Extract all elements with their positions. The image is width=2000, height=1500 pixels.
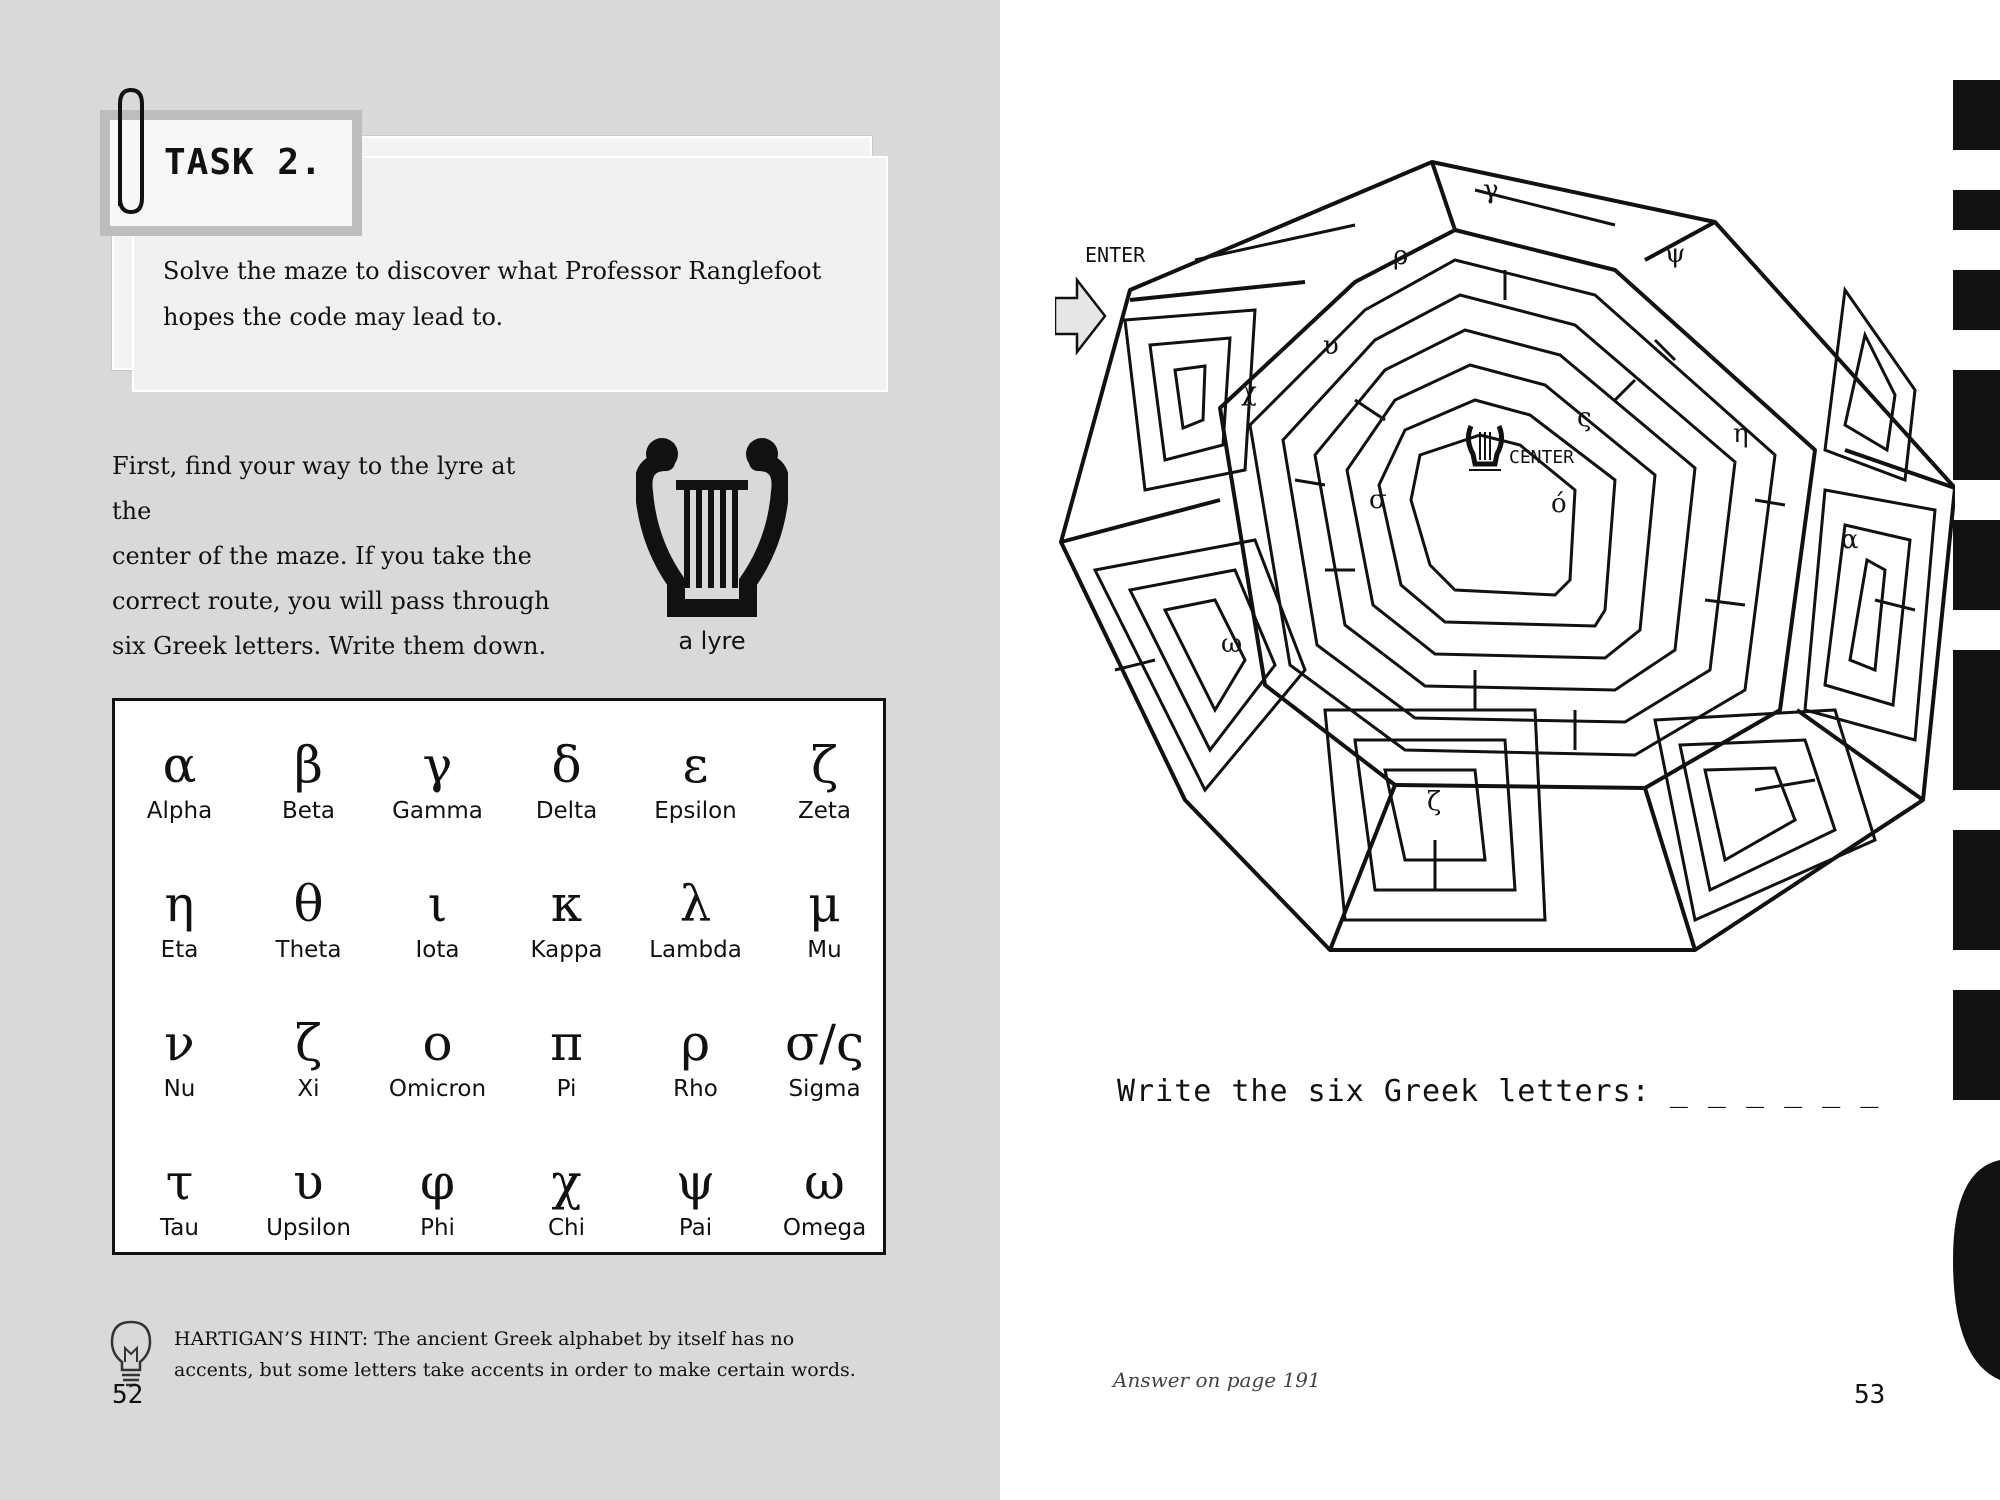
- greek-name: Theta: [275, 937, 342, 963]
- greek-cell: [760, 737, 889, 825]
- greek-cell: [502, 737, 631, 825]
- greek-name: Upsilon: [266, 1215, 351, 1241]
- maze-letter: η: [1733, 419, 1749, 449]
- greek-glyph: μ: [808, 875, 841, 933]
- maze-letter: ψ: [1665, 239, 1686, 269]
- greek-glyph: υ: [293, 1153, 324, 1211]
- maze-letter: ρ: [1393, 241, 1409, 271]
- hint-text: [174, 1324, 874, 1386]
- greek-glyph: λ: [679, 875, 712, 933]
- maze-letter: χ: [1241, 377, 1257, 407]
- greek-glyph: φ: [419, 1153, 455, 1211]
- greek-cell: [373, 737, 502, 825]
- intro-line: six Greek letters. Write them down.: [112, 632, 547, 660]
- greek-glyph: σ/ς: [785, 1014, 864, 1072]
- greek-name: Alpha: [146, 798, 213, 824]
- greek-name: Tau: [160, 1215, 199, 1241]
- greek-name: Pai: [678, 1215, 713, 1241]
- maze-letter: υ: [1323, 331, 1339, 361]
- greek-name: Pi: [556, 1076, 577, 1102]
- greek-glyph: α: [162, 736, 197, 794]
- paperclip-icon: [108, 86, 154, 216]
- maze-letter: ζ: [1427, 787, 1442, 817]
- greek-name: Omega: [782, 1215, 867, 1241]
- greek-name: Gamma: [392, 798, 483, 824]
- greek-glyph: π: [550, 1014, 583, 1072]
- greek-cell: [631, 737, 760, 825]
- greek-glyph: ψ: [675, 1153, 716, 1211]
- page-number-right: 53: [1854, 1380, 1886, 1410]
- greek-name: Xi: [297, 1076, 320, 1102]
- greek-name: Chi: [547, 1215, 586, 1241]
- maze-center-label: CENTER: [1509, 447, 1575, 468]
- greek-glyph: ε: [682, 736, 709, 794]
- task-instructions: [163, 248, 823, 340]
- greek-cell: [631, 1154, 760, 1242]
- greek-glyph: δ: [551, 736, 582, 794]
- enter-arrow-icon: [1055, 280, 1105, 352]
- greek-cell: [244, 1154, 373, 1242]
- greek-glyph: η: [164, 875, 195, 933]
- maze-outer-wall: [1061, 162, 1955, 950]
- greek-cell: [244, 737, 373, 825]
- answer-note: Answer on page 191: [1113, 1368, 1321, 1392]
- greek-cell: [115, 1015, 244, 1103]
- maze-letter: ω: [1221, 629, 1243, 659]
- greek-glyph: ζ: [294, 1014, 323, 1072]
- lyre-icon: [636, 432, 788, 618]
- greek-glyph: β: [294, 736, 323, 794]
- greek-cell: [502, 1015, 631, 1103]
- maze-letter: ó: [1551, 489, 1567, 519]
- greek-name: Iota: [415, 937, 460, 963]
- greek-cell: [502, 876, 631, 964]
- write-letters-prompt: Write the six Greek letters: _ _ _ _ _ _: [1117, 1074, 1880, 1109]
- greek-cell: [244, 1015, 373, 1103]
- greek-cell: [115, 876, 244, 964]
- greek-name: Omicron: [388, 1076, 487, 1102]
- greek-cell: [373, 876, 502, 964]
- greek-name: Rho: [673, 1076, 718, 1102]
- lyre-caption: a lyre: [678, 627, 746, 655]
- greek-cell: [502, 1154, 631, 1242]
- greek-glyph: ο: [422, 1014, 453, 1072]
- greek-name: Sigma: [788, 1076, 861, 1102]
- lightbulb-icon: [108, 1318, 154, 1388]
- greek-cell: [373, 1154, 502, 1242]
- maze-inner-wall: [1220, 230, 1815, 788]
- intro-line: First, find your way to the lyre at the: [112, 452, 516, 525]
- page-number-left: 52: [112, 1380, 144, 1410]
- greek-name: Eta: [160, 937, 199, 963]
- maze-letter: γ: [1483, 175, 1499, 205]
- intro-line: center of the maze. If you take the: [112, 542, 532, 570]
- greek-name: Nu: [163, 1076, 196, 1102]
- greek-cell: [115, 737, 244, 825]
- greek-cell: [760, 1154, 889, 1242]
- greek-glyph: γ: [422, 736, 453, 794]
- greek-name: Beta: [281, 798, 336, 824]
- greek-cell: [760, 876, 889, 964]
- greek-glyph: ι: [427, 875, 448, 933]
- greek-cell: [631, 876, 760, 964]
- greek-name: Phi: [420, 1215, 455, 1241]
- greek-glyph: ν: [164, 1014, 195, 1072]
- task-title: TASK 2.: [164, 142, 323, 183]
- greek-name: Zeta: [797, 798, 852, 824]
- decorative-side-lettering: [1953, 60, 2000, 1400]
- greek-name: Mu: [807, 937, 842, 963]
- greek-name: Lambda: [649, 937, 742, 963]
- greek-glyph: χ: [551, 1153, 582, 1211]
- intro-line: correct route, you will pass through: [112, 587, 550, 615]
- greek-name: Epsilon: [654, 798, 737, 824]
- greek-cell: [115, 1154, 244, 1242]
- maze-letter: α: [1841, 525, 1859, 555]
- greek-alphabet-table: [112, 698, 886, 1255]
- greek-glyph: κ: [550, 875, 583, 933]
- greek-glyph: ρ: [680, 1014, 711, 1072]
- maze-letter: σ: [1369, 485, 1387, 515]
- task-line: Solve the maze to discover what Professor Ranglefoot: [163, 257, 822, 285]
- greek-cell: [244, 876, 373, 964]
- maze-letter: ς: [1577, 403, 1592, 433]
- greek-cell: [373, 1015, 502, 1103]
- hint-line: accents, but some letters take accents in order to make certain words.: [174, 1359, 856, 1381]
- greek-name: Delta: [535, 798, 598, 824]
- task-line: hopes the code may lead to.: [163, 303, 504, 331]
- greek-glyph: ω: [804, 1153, 845, 1211]
- greek-glyph: ζ: [810, 736, 839, 794]
- greek-cell: [631, 1015, 760, 1103]
- octagon-maze: [1055, 150, 1955, 970]
- maze-enter-label: ENTER: [1085, 243, 1146, 267]
- intro-paragraph: [112, 444, 562, 669]
- center-lyre-icon: [1468, 426, 1501, 470]
- greek-name: Kappa: [530, 937, 603, 963]
- greek-glyph: τ: [165, 1153, 194, 1211]
- greek-glyph: θ: [293, 875, 324, 933]
- hint-line: HARTIGAN’S HINT: The ancient Greek alphabet by itself has no: [174, 1328, 795, 1350]
- greek-cell: [760, 1015, 889, 1103]
